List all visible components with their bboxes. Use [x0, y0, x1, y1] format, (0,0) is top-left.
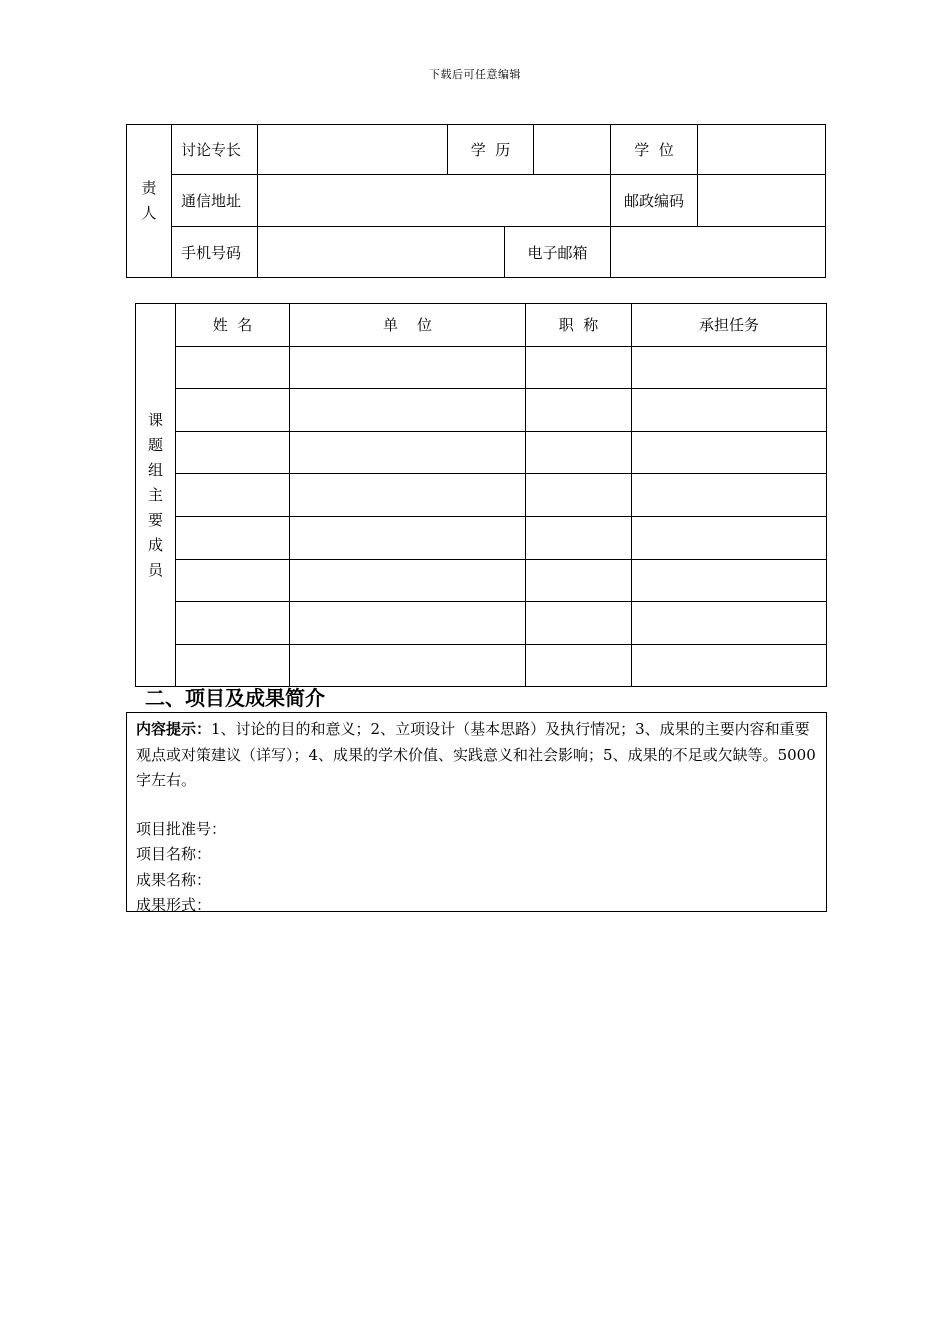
member-title-cell[interactable] [526, 431, 632, 474]
member-unit-cell[interactable] [290, 346, 526, 389]
address-field[interactable] [258, 175, 611, 227]
team-members-side-label: 课 题 组 主 要 成 员 [136, 304, 176, 687]
member-title-cell[interactable] [526, 346, 632, 389]
achievement-form-label: 成果形式： [136, 896, 212, 914]
header-title: 职 称 [526, 304, 632, 347]
member-unit-cell[interactable] [290, 474, 526, 517]
member-task-cell[interactable] [632, 516, 827, 559]
member-name-cell[interactable] [176, 644, 290, 687]
member-task-cell[interactable] [632, 602, 827, 645]
project-name-label: 项目名称： [136, 845, 212, 863]
email-label: 电子邮箱 [505, 227, 611, 278]
member-row [136, 431, 827, 474]
email-field[interactable] [611, 227, 826, 278]
education-field[interactable] [534, 125, 611, 175]
member-row [136, 346, 827, 389]
specialty-field[interactable] [258, 125, 448, 175]
degree-label: 学 位 [611, 125, 698, 175]
member-title-cell[interactable] [526, 602, 632, 645]
content-hint-text: 1、讨论的目的和意义；2、立项设计（基本思路）及执行情况；3、成果的主要内容和重要观点或对策建议（详写）；4、成果的学术价值、实践意义和社会影响；5、成果的不足或欠缺等。5000字左右。 [136, 720, 816, 789]
page-header-note: 下载后可任意编辑 [429, 68, 521, 81]
section-title: 二、项目及成果简介 [145, 686, 325, 710]
mobile-field[interactable] [258, 227, 505, 278]
member-title-cell[interactable] [526, 559, 632, 602]
member-unit-cell[interactable] [290, 559, 526, 602]
achievement-name-label: 成果名称： [136, 870, 212, 889]
member-title-cell[interactable] [526, 516, 632, 559]
member-unit-cell[interactable] [290, 516, 526, 559]
member-name-cell[interactable] [176, 431, 290, 474]
member-row [136, 559, 827, 602]
header-unit: 单 位 [290, 304, 526, 347]
content-hint-label: 内容提示： [136, 720, 212, 738]
member-title-cell[interactable] [526, 644, 632, 687]
member-name-cell[interactable] [176, 559, 290, 602]
content-hint [136, 717, 817, 794]
degree-field[interactable] [698, 125, 826, 175]
member-unit-cell[interactable] [290, 602, 526, 645]
member-name-cell[interactable] [176, 602, 290, 645]
member-row [136, 644, 827, 687]
member-title-cell[interactable] [526, 389, 632, 432]
member-row [136, 474, 827, 517]
responsible-person-side-label: 责 人 [127, 125, 172, 278]
postcode-field[interactable] [698, 175, 826, 227]
member-task-cell[interactable] [632, 431, 827, 474]
member-task-cell[interactable] [632, 644, 827, 687]
member-task-cell[interactable] [632, 389, 827, 432]
responsible-person-table [126, 124, 826, 278]
member-name-cell[interactable] [176, 346, 290, 389]
member-row [136, 516, 827, 559]
member-task-cell[interactable] [632, 474, 827, 517]
approval-number-label: 项目批准号： [136, 819, 227, 838]
member-task-cell[interactable] [632, 559, 827, 602]
member-title-cell[interactable] [526, 474, 632, 517]
member-task-cell[interactable] [632, 346, 827, 389]
member-row [136, 602, 827, 645]
member-name-cell[interactable] [176, 389, 290, 432]
member-row [136, 389, 827, 432]
mobile-label: 手机号码 [172, 227, 258, 278]
member-unit-cell[interactable] [290, 389, 526, 432]
address-label: 通信地址 [172, 175, 258, 227]
education-label: 学 历 [448, 125, 534, 175]
team-members-table [135, 303, 827, 687]
specialty-label: 讨论专长 [172, 125, 258, 175]
member-unit-cell[interactable] [290, 644, 526, 687]
header-task: 承担任务 [632, 304, 827, 347]
summary-box[interactable] [126, 712, 827, 912]
member-unit-cell[interactable] [290, 431, 526, 474]
member-name-cell[interactable] [176, 516, 290, 559]
header-name: 姓 名 [176, 304, 290, 347]
member-name-cell[interactable] [176, 474, 290, 517]
postcode-label: 邮政编码 [611, 175, 698, 227]
